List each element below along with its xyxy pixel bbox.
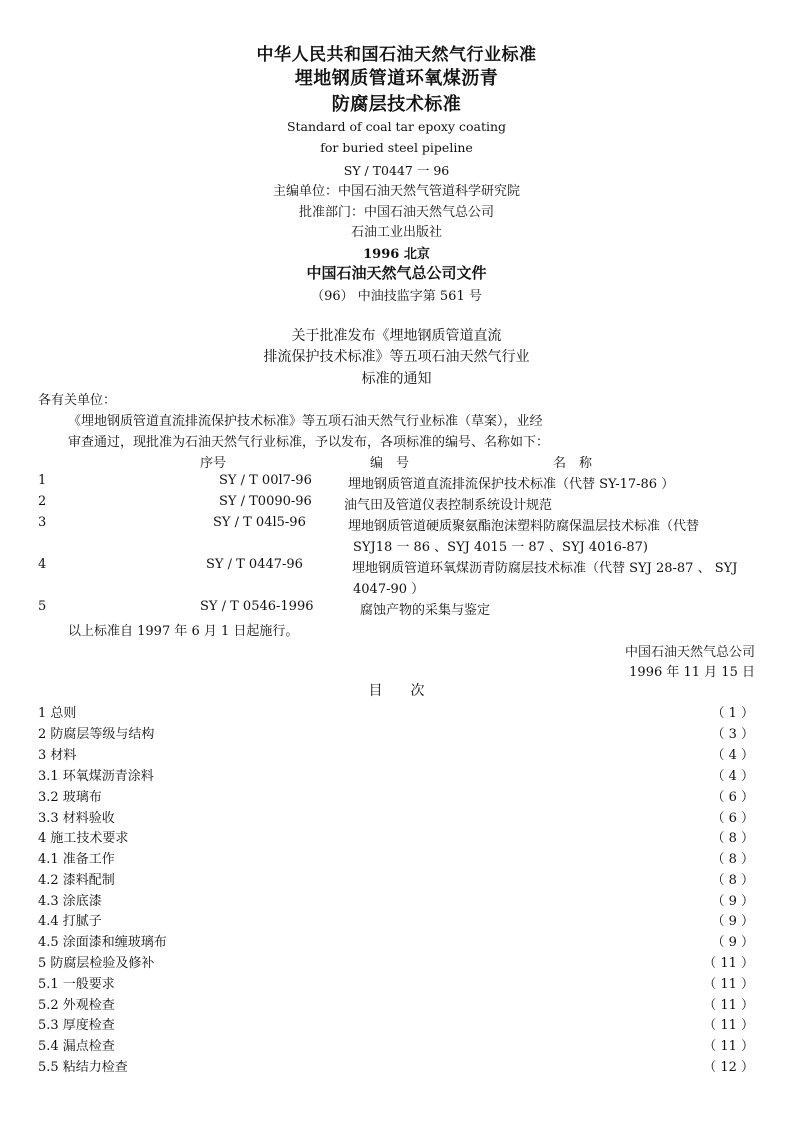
standard-code: SY / T0447 一 96 [343,163,450,178]
standard-name: 腐蚀产物的采集与鉴定 [360,603,491,618]
toc-entry-label: 4 施工技术要求 [38,831,129,846]
toc-entry-label: 4.3 涂底漆 [38,894,102,909]
signer: 中国石油天然气总公司 [624,645,755,660]
toc-entry-page: （ 9 ） [711,894,754,909]
notice-paragraph-line2: 审查通过，现批准为石油天然气行业标准，予以发布，各项标准的编号、名称如下： [68,435,550,450]
toc-entry-page: （ 4 ） [711,769,754,784]
toc-entry-page: （ 11 ） [703,977,754,992]
toc-entry-page: （ 1 ） [711,706,754,721]
standard-name: 埋地钢质管道硬质聚氨酯泡沫塑料防腐保温层技术标准（代替 [348,519,700,534]
toc-entry-label: 4.1 准备工作 [38,852,115,867]
toc-entry-label: 3.3 材料验收 [38,811,115,826]
toc-entry[interactable] [38,786,754,806]
standard-name: 埋地钢质管道直流排流保护技术标准（代替 SY-17-86 ） [348,477,675,492]
standard-seq: 3 [38,515,47,530]
year-place: 1996 北京 [363,247,430,262]
toc-entry[interactable] [38,807,754,827]
column-header-seq: 序号 [200,456,227,471]
toc-entry-label: 4.5 涂面漆和缠玻璃布 [38,935,167,950]
toc-entry-label: 1 总则 [38,706,77,721]
toc-entry[interactable] [38,723,754,743]
standard-seq: 2 [38,494,47,509]
toc-entry-page: （ 12 ） [703,1060,754,1075]
standard-category-title: 中华人民共和国石油天然气行业标准 [256,45,537,65]
toc-entry-label: 3 材料 [38,748,77,763]
toc-entry[interactable] [38,1014,754,1034]
effective-date-statement: 以上标准自 1997 年 6 月 1 日起施行。 [68,624,299,639]
standard-code: SY / T 00l7-96 [219,473,312,488]
standard-name-continued: 4047-90 ） [353,582,425,597]
notice-title-line2: 排流保护技术标准》等五项石油天然气行业 [263,349,530,365]
toc-entry[interactable] [38,869,754,889]
toc-entry-label: 4.2 漆料配制 [38,873,115,888]
standard-code: SY / T 0546-1996 [200,599,314,614]
toc-entry-page: （ 8 ） [711,831,754,846]
toc-entry[interactable] [38,765,754,785]
toc-entry[interactable] [38,702,754,722]
toc-entry-page: （ 6 ） [711,811,754,826]
standard-code: SY / T0090-96 [219,494,312,509]
toc-title: 目 次 [368,683,425,699]
toc-entry-page: （ 11 ） [703,1018,754,1033]
toc-entry[interactable] [38,827,754,847]
toc-entry-page: （ 8 ） [711,852,754,867]
issue-date: 1996 年 11 月 15 日 [629,665,755,680]
standard-title-line1: 埋地钢质管道环氧煤沥青 [294,68,499,89]
toc-entry-label: 5.5 粘结力检查 [38,1060,128,1075]
toc-entry[interactable] [38,910,754,930]
publisher: 石油工业出版社 [350,225,442,240]
toc-entry-page: （ 3 ） [711,727,754,742]
toc-entry[interactable] [38,848,754,868]
toc-entry[interactable] [38,994,754,1014]
approval-dept: 批准部门：中国石油天然气总公司 [298,205,494,220]
english-title-line1: Standard of coal tar epoxy coating [286,119,507,134]
notice-paragraph-line1: 《埋地钢质管道直流排流保护技术标准》等五项石油天然气行业标准（草案），业经 [68,414,543,429]
toc-entry[interactable] [38,973,754,993]
toc-entry-page: （ 11 ） [703,956,754,971]
english-title-line2: for buried steel pipeline [320,140,473,155]
standard-name: 埋地钢质管道环氧煤沥青防腐层技术标准（代替 SYJ 28-87 、 SYJ [352,561,738,576]
standard-seq: 5 [38,599,47,614]
standard-name-continued: SYJ18 一 86 、SYJ 4015 一 87 、SYJ 4016-87) [353,540,648,555]
standard-seq: 1 [38,473,47,488]
toc-entry-label: 2 防腐层等级与结构 [38,727,155,742]
standard-name: 油气田及管道仪表控制系统设计规范 [344,498,553,513]
toc-entry-page: （ 4 ） [711,748,754,763]
notice-doc-number: （96） 中油技监字第 561 号 [311,289,482,304]
toc-entry[interactable] [38,931,754,951]
standard-code: SY / T 04l5-96 [213,515,306,530]
toc-entry-label: 3.2 玻璃布 [38,790,102,805]
toc-entry-page: （ 8 ） [711,873,754,888]
standard-title-line2: 防腐层技术标准 [331,94,462,115]
notice-title-line3: 标准的通知 [361,371,432,387]
toc-entry[interactable] [38,952,754,972]
toc-entry-label: 5.4 漏点检查 [38,1039,115,1054]
editor-unit: 主编单位：中国石油天然气管道科学研究院 [272,184,520,199]
toc-entry-label: 4.4 打腻子 [38,914,102,929]
toc-entry-label: 5 防腐层检验及修补 [38,956,155,971]
toc-entry-page: （ 9 ） [711,914,754,929]
toc-entry-page: （ 6 ） [711,790,754,805]
toc-entry-page: （ 9 ） [711,935,754,950]
notice-addressee: 各有关单位： [38,393,117,408]
toc-entry-label: 5.1 一般要求 [38,977,115,992]
toc-entry[interactable] [38,744,754,764]
toc-entry[interactable] [38,890,754,910]
notice-title-line1: 关于批准发布《埋地钢质管道直流 [291,328,502,344]
toc-entry-page: （ 11 ） [703,1039,754,1054]
toc-entry-page: （ 11 ） [703,998,754,1013]
column-header-code: 编 号 [370,456,410,471]
standard-code: SY / T 0447-96 [206,557,303,572]
toc-entry-label: 3.1 环氧煤沥青涂料 [38,769,154,784]
toc-entry[interactable] [38,1035,754,1055]
column-header-name: 名 称 [553,456,593,471]
toc-entry-label: 5.2 外观检查 [38,998,115,1013]
standard-seq: 4 [38,557,47,572]
toc-entry-label: 5.3 厚度检查 [38,1018,115,1033]
notice-org-title: 中国石油天然气总公司文件 [306,264,487,282]
toc-entry[interactable] [38,1056,754,1076]
